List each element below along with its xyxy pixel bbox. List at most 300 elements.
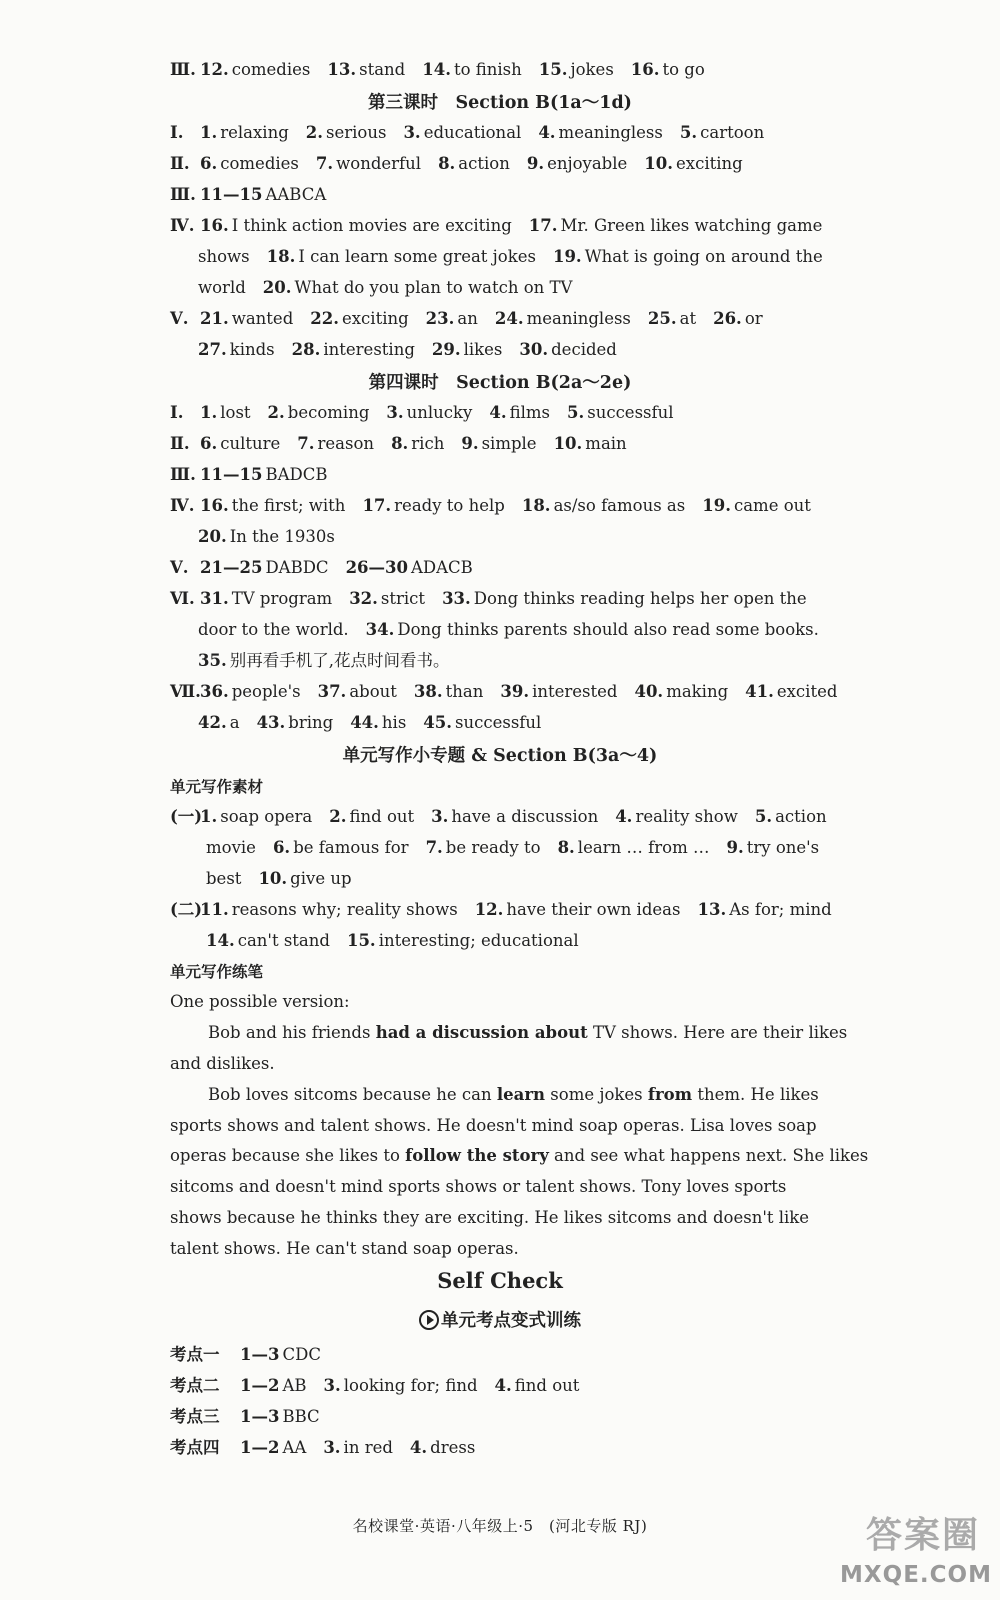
roman-numeral: Ⅶ. — [170, 682, 201, 701]
answer-text: culture — [220, 434, 281, 453]
answer-text: decided — [551, 340, 617, 359]
answer-item — [263, 278, 573, 297]
answer-text: bring — [288, 713, 334, 732]
answer-text: enjoyable — [547, 154, 628, 173]
question-number: 9. — [461, 434, 479, 453]
answer-text: to go — [662, 60, 705, 79]
answer-text: movie — [206, 838, 256, 857]
question-number: 10. — [258, 869, 288, 888]
answer-item — [200, 185, 326, 204]
exam-point-line — [170, 1374, 830, 1398]
question-number: 8. — [391, 434, 409, 453]
answer-item — [200, 309, 293, 328]
question-number: 5. — [754, 807, 773, 826]
answer-text: came out — [733, 496, 811, 515]
answer-item — [257, 713, 334, 732]
answer-text: or — [744, 309, 763, 328]
essay-line: Bob and his friends had a discussion about TV shows. Here are their likes — [208, 1023, 848, 1042]
answer-text: interested — [532, 682, 618, 701]
question-number: 11—15 — [200, 185, 263, 204]
roman-numeral: Ⅰ. — [170, 123, 184, 142]
answer-text: door to the world. — [198, 620, 349, 639]
question-number: 3. — [323, 1438, 341, 1457]
answer-text: AABCA — [265, 185, 327, 204]
exam-point-label: 考点三 — [170, 1407, 220, 1426]
answer-item — [200, 682, 301, 701]
answer-text: ready to help — [394, 496, 505, 515]
answer-item — [200, 60, 310, 79]
answer-item — [423, 713, 541, 732]
exam-point-label: 考点一 — [170, 1345, 220, 1364]
answer-text: have a discussion — [451, 807, 599, 826]
answer-text: looking for; find — [343, 1376, 478, 1395]
answer-text: ADACB — [411, 558, 473, 577]
question-number: 29. — [431, 340, 461, 359]
answer-line — [170, 183, 830, 207]
answer-text: rich — [411, 434, 445, 453]
answer-item — [422, 60, 522, 79]
section-heading: 第三课时 Section B(1a～1d) — [368, 93, 632, 113]
question-number: 1. — [200, 123, 218, 142]
question-number: 2. — [329, 807, 347, 826]
answer-item — [240, 1345, 321, 1364]
answer-item — [519, 340, 616, 359]
answer-text: wonderful — [336, 154, 422, 173]
answer-text: films — [509, 403, 550, 422]
answer-item — [634, 682, 728, 701]
question-number: 18. — [266, 247, 296, 266]
question-number: 45. — [423, 713, 453, 732]
answer-item — [346, 558, 473, 577]
question-number: 1—2 — [240, 1376, 280, 1395]
exam-point-line — [170, 1405, 830, 1429]
question-number: 1—2 — [240, 1438, 280, 1457]
answer-item — [426, 838, 541, 857]
question-number: 3. — [323, 1376, 341, 1395]
answer-text: unlucky — [406, 403, 473, 422]
roman-numeral: Ⅰ. — [170, 403, 184, 422]
question-number: 12. — [474, 900, 504, 919]
answer-line — [170, 401, 830, 425]
answer-item — [240, 1376, 307, 1395]
answer-item — [198, 278, 246, 297]
question-number: 24. — [494, 309, 524, 328]
answer-line — [198, 618, 830, 642]
answer-item — [495, 309, 631, 328]
answer-line — [170, 58, 830, 82]
question-number: 5. — [567, 403, 585, 422]
roman-numeral: Ⅱ. — [170, 434, 190, 453]
answer-text: comedies — [220, 154, 299, 173]
answer-item — [200, 807, 312, 826]
answer-text: BADCB — [265, 465, 328, 484]
answer-text: What do you plan to watch on TV — [294, 278, 573, 297]
answer-item — [697, 900, 831, 919]
answer-item — [489, 403, 550, 422]
subheading: 单元写作素材 — [170, 777, 264, 796]
answer-text: kinds — [229, 340, 275, 359]
answer-item — [522, 496, 685, 515]
question-number: 15. — [346, 931, 376, 950]
question-number: 16. — [200, 216, 229, 235]
answer-item — [680, 123, 764, 142]
answer-text: the first; with — [231, 496, 346, 515]
question-number: 39. — [500, 682, 530, 701]
answer-text: relaxing — [220, 123, 289, 142]
answer-item — [267, 247, 536, 266]
answer-item — [475, 900, 681, 919]
answer-item — [529, 216, 823, 235]
question-number: 20. — [262, 278, 292, 297]
answer-item — [349, 589, 425, 608]
answer-item — [198, 651, 449, 670]
question-number: 23. — [425, 309, 455, 328]
answer-line — [206, 867, 830, 891]
question-number: 3. — [403, 123, 421, 142]
answer-item — [318, 682, 397, 701]
answer-item — [198, 340, 275, 359]
question-number: 19. — [702, 496, 731, 515]
question-number: 41. — [745, 682, 774, 701]
answer-text: reasons why; reality shows — [231, 900, 458, 919]
answer-text: Dong thinks parents should also read some books. — [397, 620, 819, 639]
question-number: 44. — [350, 713, 379, 732]
watermark-url: MXQE.COM — [840, 1562, 992, 1588]
answer-item — [644, 154, 742, 173]
exam-point-label: 考点四 — [170, 1438, 220, 1457]
answer-text: stand — [359, 60, 406, 79]
answer-item — [648, 309, 696, 328]
answer-text: soap opera — [220, 807, 313, 826]
answer-item — [403, 123, 521, 142]
roman-numeral: Ⅲ. — [170, 465, 196, 484]
answer-item — [362, 496, 504, 515]
question-number: 42. — [198, 713, 227, 732]
exam-point-line — [170, 1436, 830, 1460]
answer-item — [745, 682, 837, 701]
answer-text: reason — [317, 434, 375, 453]
answer-item — [198, 713, 240, 732]
answer-item — [324, 1376, 478, 1395]
question-number: 6. — [272, 838, 291, 857]
question-number: 4. — [409, 1438, 428, 1457]
answer-item — [500, 682, 617, 701]
question-number: 37. — [317, 682, 347, 701]
question-number: 11. — [200, 900, 229, 919]
answer-item — [426, 309, 478, 328]
answer-line — [170, 307, 830, 331]
answer-line — [198, 338, 830, 362]
question-number: 9. — [526, 154, 545, 173]
answer-text: strict — [380, 589, 426, 608]
answer-text: I think action movies are exciting — [231, 216, 512, 235]
answer-text: have their own ideas — [506, 900, 681, 919]
answer-text: serious — [326, 123, 387, 142]
answer-item — [431, 807, 598, 826]
question-number: 26. — [713, 309, 742, 328]
answer-item — [347, 931, 579, 950]
answer-item — [198, 247, 250, 266]
roman-numeral: Ⅲ. — [170, 60, 196, 79]
answer-text: can't stand — [237, 931, 330, 950]
question-number: 21. — [200, 309, 229, 328]
answer-item — [538, 123, 663, 142]
question-number: 4. — [494, 1376, 512, 1395]
answer-text: his — [381, 713, 407, 732]
answer-text: exciting — [341, 309, 409, 328]
answer-text: successful — [455, 713, 542, 732]
essay-line: shows because he thinks they are exciting. He likes sitcoms and doesn't like — [170, 1208, 810, 1227]
exam-point-label: 考点二 — [170, 1376, 220, 1395]
answer-item — [631, 60, 705, 79]
essay-line: sports shows and talent shows. He doesn't mind soap operas. Lisa loves soap — [170, 1116, 817, 1135]
answer-item — [200, 900, 458, 919]
answer-text: about — [349, 682, 397, 701]
question-number: 3. — [431, 807, 449, 826]
essay-line: talent shows. He can't stand soap operas. — [170, 1239, 519, 1258]
question-number: 33. — [442, 589, 471, 608]
answer-item — [329, 807, 414, 826]
answer-text: In the 1930s — [229, 527, 335, 546]
roman-numeral: Ⅵ. — [170, 589, 195, 608]
answer-text: comedies — [231, 60, 311, 79]
question-number: 17. — [528, 216, 558, 235]
essay-line: operas because she likes to follow the story and see what happens next. She likes — [170, 1146, 869, 1165]
answer-text: at — [679, 309, 697, 328]
question-number: 14. — [422, 60, 451, 79]
answer-text: cartoon — [700, 123, 765, 142]
roman-numeral: Ⅱ. — [170, 154, 190, 173]
section-heading: 单元写作小专题 & Section B(3a～4) — [342, 746, 658, 766]
answer-item — [527, 154, 627, 173]
self-check-heading: Self Check — [437, 1268, 563, 1293]
answer-line — [170, 432, 830, 456]
question-number: 2. — [305, 123, 324, 142]
answer-line — [198, 711, 830, 735]
answer-line — [170, 494, 830, 518]
answer-item — [200, 216, 512, 235]
answer-text: jokes — [570, 60, 614, 79]
answer-text: reality show — [635, 807, 738, 826]
answer-line — [170, 214, 830, 238]
answer-text: world — [198, 278, 246, 297]
question-number: 14. — [206, 931, 235, 950]
question-number: 43. — [256, 713, 286, 732]
question-number: 20. — [198, 527, 227, 546]
answer-text: an — [457, 309, 478, 328]
answer-item — [386, 403, 472, 422]
answer-item — [350, 713, 406, 732]
answer-text: Dong thinks reading helps her open the — [473, 589, 807, 608]
answer-text: excited — [776, 682, 838, 701]
question-number: 1. — [200, 807, 218, 826]
unit-points-heading: 单元考点变式训练 — [0, 1307, 1000, 1332]
question-number: 8. — [557, 838, 575, 857]
answer-line — [170, 680, 838, 704]
answer-text: shows — [198, 247, 250, 266]
answer-text: best — [206, 869, 242, 888]
roman-numeral: Ⅴ. — [170, 309, 189, 328]
section-heading: 第四课时 Section B(2a～2e) — [368, 373, 632, 393]
question-number: 12. — [200, 60, 229, 79]
subheading: 单元写作练笔 — [170, 962, 264, 981]
answer-item — [366, 620, 819, 639]
question-number: 4. — [538, 123, 556, 142]
exam-point-line — [170, 1343, 830, 1367]
answer-text: action — [775, 807, 827, 826]
answer-text: find out — [514, 1376, 580, 1395]
answer-item — [200, 558, 329, 577]
answer-text: BBC — [282, 1407, 320, 1426]
question-number: 34. — [365, 620, 395, 639]
answer-item — [200, 496, 345, 515]
answer-item — [297, 434, 374, 453]
question-number: 27. — [198, 340, 227, 359]
answer-item — [727, 838, 820, 857]
question-number: 9. — [726, 838, 744, 857]
question-number: 16. — [630, 60, 660, 79]
question-number: 1—3 — [240, 1407, 280, 1426]
answer-item — [273, 838, 409, 857]
question-number: 15. — [538, 60, 568, 79]
question-number: 10. — [644, 154, 674, 173]
answer-item — [615, 807, 738, 826]
answer-item — [713, 309, 763, 328]
question-number: 38. — [413, 682, 443, 701]
answer-item — [198, 620, 349, 639]
answer-item — [461, 434, 536, 453]
question-number: 7. — [425, 838, 443, 857]
roman-numeral: Ⅳ. — [170, 496, 195, 515]
answer-item — [567, 403, 674, 422]
answer-text: exciting — [676, 154, 743, 173]
answer-text: educational — [423, 123, 522, 142]
answer-line — [206, 836, 830, 860]
answer-text: simple — [481, 434, 537, 453]
answer-item — [206, 869, 241, 888]
question-number: 1. — [200, 403, 218, 422]
answer-text: be famous for — [293, 838, 409, 857]
answer-text: making — [666, 682, 729, 701]
essay-line: sitcoms and doesn't mind sports shows or talent shows. Tony loves sports — [170, 1177, 787, 1196]
answer-item — [432, 340, 503, 359]
answer-item — [206, 931, 330, 950]
answer-line — [198, 649, 830, 673]
question-number: 31. — [200, 589, 229, 608]
answer-item — [268, 403, 370, 422]
answer-text: give up — [290, 869, 352, 888]
answer-item — [327, 60, 405, 79]
answer-line — [170, 463, 830, 487]
roman-numeral: (二) — [170, 900, 203, 919]
answer-text: be ready to — [445, 838, 541, 857]
question-number: 36. — [200, 682, 229, 701]
question-number: 22. — [310, 309, 339, 328]
answer-item — [558, 838, 710, 857]
page-footer: 名校课堂·英语·八年级上·5 (河北专版 RJ) — [352, 1517, 648, 1535]
answer-item — [495, 1376, 580, 1395]
answer-item — [200, 465, 327, 484]
watermark-logo: 答案圈 — [865, 1515, 980, 1556]
answer-line — [170, 587, 830, 611]
answer-text: 别再看手机了,花点时间看书。 — [229, 651, 450, 670]
answer-item — [198, 527, 335, 546]
answer-item — [391, 434, 444, 453]
answer-item — [200, 434, 280, 453]
answer-text: main — [585, 434, 627, 453]
answer-text: dress — [430, 1438, 476, 1457]
answer-item — [200, 123, 289, 142]
answer-item — [554, 434, 627, 453]
answer-item — [292, 340, 415, 359]
answer-item — [240, 1407, 320, 1426]
answer-text: successful — [587, 403, 674, 422]
question-number: 35. — [198, 651, 227, 670]
question-number: 8. — [438, 154, 456, 173]
question-number: 7. — [297, 434, 315, 453]
question-number: 28. — [291, 340, 321, 359]
answer-text: to finish — [453, 60, 522, 79]
answer-text: interesting — [323, 340, 415, 359]
answer-line — [170, 152, 830, 176]
answer-item — [310, 309, 408, 328]
answer-text: than — [445, 682, 484, 701]
answer-text: CDC — [282, 1345, 321, 1364]
answer-text: meaningless — [526, 309, 631, 328]
question-number: 40. — [634, 682, 664, 701]
roman-numeral: Ⅴ. — [170, 558, 189, 577]
question-number: 16. — [200, 496, 229, 515]
answer-item — [316, 154, 421, 173]
question-number: 13. — [327, 60, 357, 79]
answer-item — [410, 1438, 475, 1457]
question-number: 30. — [519, 340, 549, 359]
answer-text: wanted — [231, 309, 294, 328]
roman-numeral: Ⅳ. — [170, 216, 195, 235]
answer-text: AA — [282, 1438, 307, 1457]
answer-text: people's — [231, 682, 301, 701]
answer-text: Mr. Green likes watching game — [560, 216, 823, 235]
answer-text: As for; mind — [729, 900, 832, 919]
answer-item — [414, 682, 483, 701]
answer-line — [198, 276, 830, 300]
question-number: 6. — [200, 434, 218, 453]
answer-text: TV program — [231, 589, 333, 608]
question-number: 3. — [386, 403, 404, 422]
question-number: 1—3 — [240, 1345, 280, 1364]
answer-line — [198, 525, 830, 549]
answer-text: action — [458, 154, 510, 173]
answer-line — [170, 121, 830, 145]
question-number: 13. — [697, 900, 727, 919]
answer-item — [438, 154, 510, 173]
answer-item — [206, 838, 256, 857]
question-number: 7. — [315, 154, 334, 173]
answer-text: DABDC — [265, 558, 329, 577]
answer-text: in red — [343, 1438, 393, 1457]
question-number: 5. — [679, 123, 698, 142]
answer-item — [200, 589, 332, 608]
answer-line — [170, 805, 830, 829]
answer-item — [258, 869, 351, 888]
question-number: 21—25 — [200, 558, 263, 577]
answer-item — [702, 496, 811, 515]
answer-item — [539, 60, 614, 79]
answer-item — [442, 589, 807, 608]
answer-item — [200, 403, 251, 422]
answer-item — [553, 247, 823, 266]
answer-item — [200, 154, 299, 173]
